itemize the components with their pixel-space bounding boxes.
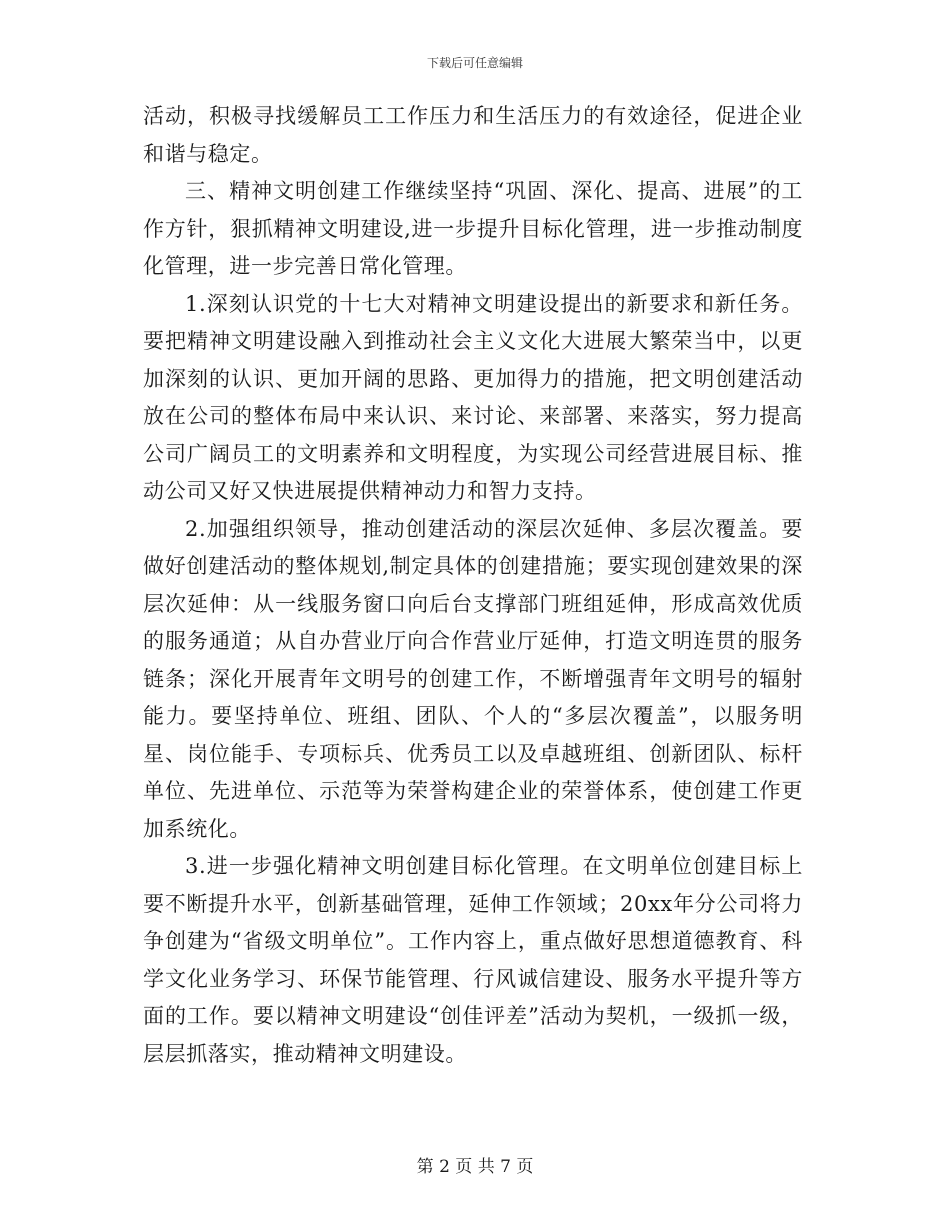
page-header: 下载后可任意编辑 xyxy=(426,56,523,70)
paragraph-item-three: 3.进一步强化精神文明创建目标化管理。在文明单位创建目标上要不断提升水平，创新基础管理，延伸工作领域；20xx年分公司将力争创建为“省级文明单位”。工作内容上，重点做好思想道德教育、科学文化业务学习、环保节能管理、行风诚信建设、服务水平提升等方面的工作。要以精神文明建设“创佳评差”活动为契机，一级抓一级，层层抓落实，推动精神文明建设。 xyxy=(143,854,803,1066)
paragraph-section-three: 三、精神文明创建工作继续坚持“巩固、深化、提高、进展”的工作方针，狠抓精神文明建设,进一步提升目标化管理，进一步推动制度化管理，进一步完善日常化管理。 xyxy=(143,179,803,278)
paragraph-continuation: 活动，积极寻找缓解员工工作压力和生活压力的有效途径，促进企业和谐与稳定。 xyxy=(143,104,803,166)
paragraph-item-one: 1.深刻认识党的十七大对精神文明建设提出的新要求和新任务。要把精神文明建设融入到推动社会主义文化大进展大繁荣当中，以更加深刻的认识、更加开阔的思路、更加得力的措施，把文明创建活动放在公司的整体布局中来认识、来讨论、来部署、来落实，努力提高公司广阔员工的文明素养和文明程度，为实现公司经营进展目标、推动公司又好又快进展提供精神动力和智力支持。 xyxy=(143,291,803,503)
document-body xyxy=(143,98,803,1073)
page-number: 第 2 页 共 7 页 xyxy=(416,1157,534,1177)
paragraph-item-two: 2.加强组织领导，推动创建活动的深层次延伸、多层次覆盖。要做好创建活动的整体规划,制定具体的创建措施；要实现创建效果的深层次延伸：从一线服务窗口向后台支撑部门班组延伸，形成高效优质的服务通道；从自办营业厅向合作营业厅延伸，打造文明连贯的服务链条；深化开展青年文明号的创建工作，不断增强青年文明号的辐射能力。要坚持单位、班组、团队、个人的“多层次覆盖”，以服务明星、岗位能手、专项标兵、优秀员工以及卓越班组、创新团队、标杆单位、先进单位、示范等为荣誉构建企业的荣誉体系，使创建工作更加系统化。 xyxy=(143,516,803,841)
